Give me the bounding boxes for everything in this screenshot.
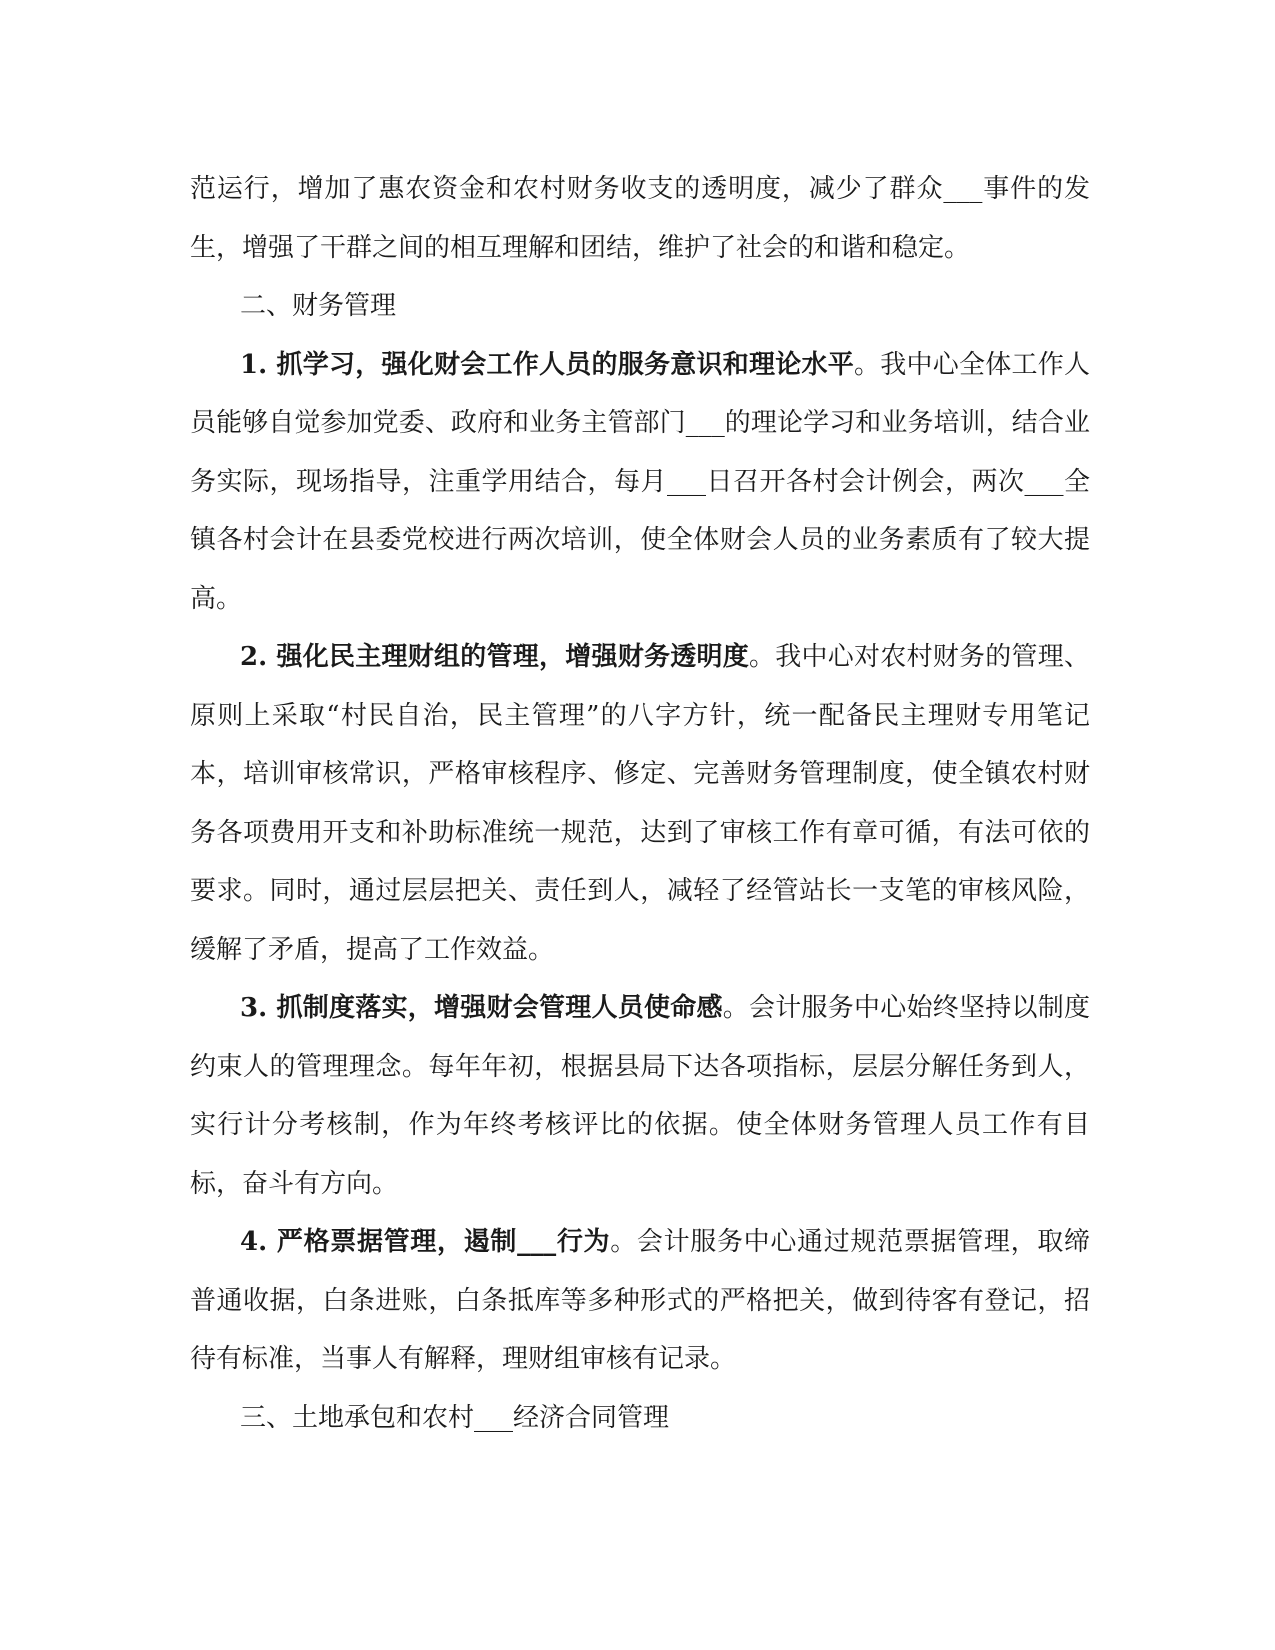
item-1-title: 1. 抓学习，强化财会工作人员的服务意识和理论水平 xyxy=(240,349,854,380)
document-page xyxy=(190,160,1090,1447)
item-1-body: 。我中心全体工作人员能够自觉参加党委、政府和业务主管部门___的理论学习和业务培训，结合业务实际，现场指导，注重学用结合，每月___日召开各村会计例会，两次___全镇各村会计在县委党校进行两次培训，使全体财会人员的业务素质有了较大提高。 xyxy=(190,349,1090,614)
item-2-title: 2. 强化民主理财组的管理，增强财务透明度 xyxy=(240,642,749,672)
item-3-title: 3. 抓制度落实，增强财会管理人员使命感 xyxy=(240,993,723,1023)
paragraph-item-4 xyxy=(190,1213,1090,1389)
item-4-body: 。会计服务中心通过规范票据管理，取缔普通收据，白条进账，白条抵库等多种形式的严格把关，做到待客有登记，招待有标准，当事人有解释，理财组审核有记录。 xyxy=(190,1227,1090,1374)
paragraph-item-2 xyxy=(190,628,1090,979)
item-2-body: 。我中心对农村财务的管理、原则上采取“村民自治，民主管理”的八字方针，统一配备民主理财专用笔记本，培训审核常识，严格审核程序、修定、完善财务管理制度，使全镇农村财务各项费用开支和补助标准统一规范，达到了审核工作有章可循，有法可依的要求。同时，通过层层把关、责任到人，减轻了经管站长一支笔的审核风险，缓解了矛盾，提高了工作效益。 xyxy=(190,642,1090,965)
section-heading-finance: 二、财务管理 xyxy=(240,291,397,321)
item-4-title: 4. 严格票据管理，遏制___行为 xyxy=(240,1227,611,1257)
item-3-body: 。会计服务中心始终坚持以制度约束人的管理理念。每年年初，根据县局下达各项指标，层层分解任务到人，实行计分考核制，作为年终考核评比的依据。使全体财务管理人员工作有目标，奋斗有方向。 xyxy=(190,993,1090,1199)
paragraph-item-3 xyxy=(190,979,1090,1213)
paragraph-continuation: 范运行，增加了惠农资金和农村财务收支的透明度，减少了群众___事件的发生，增强了干群之间的相互理解和团结，维护了社会的和谐和稳定。 xyxy=(190,174,1090,263)
paragraph-item-1 xyxy=(190,336,1090,629)
section-heading-land-contract: 三、土地承包和农村___经济合同管理 xyxy=(240,1402,670,1433)
